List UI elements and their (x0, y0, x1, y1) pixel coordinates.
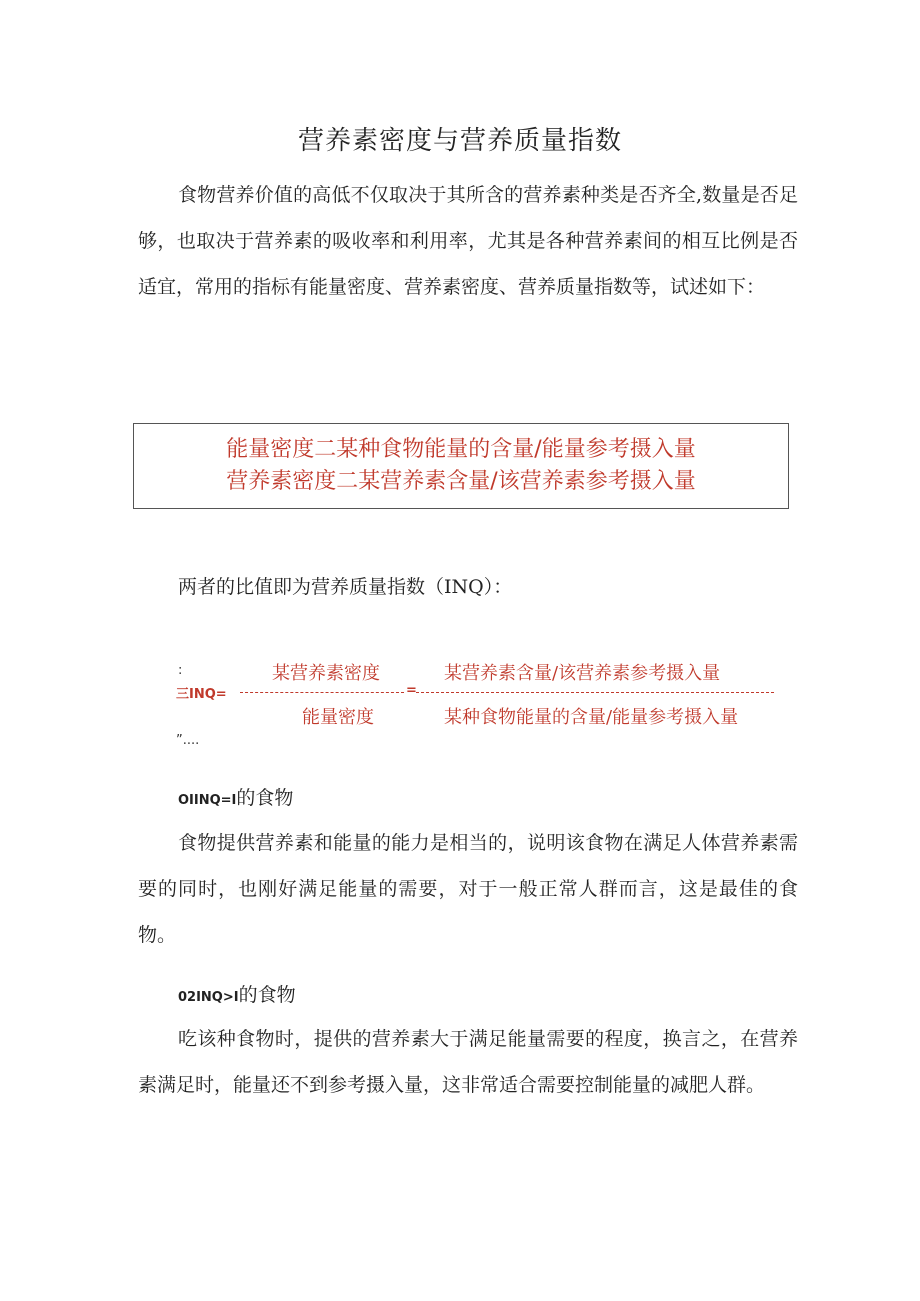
formula-top-mark: : (178, 663, 183, 678)
section-2-body: 吃该种食物时，提供的营养素大于满足能量需要的程度，换言之，在营养素满足时，能量还不到参考摄入量，这非常适合需要控制能量的减肥人群。 (138, 1028, 798, 1096)
formula-numerator-1: 某营养素密度 (272, 663, 380, 684)
formula-numerator-2: 某营养素含量/该营养素参考摄入量 (444, 663, 721, 684)
definition-box (133, 423, 789, 509)
section-1-body: 食物提供营养素和能量的能力是相当的，说明该食物在满足人体营养素需要的同时，也刚好满足能量的需要，对于一般正常人群而言，这是最佳的食物。 (138, 832, 798, 946)
nutrient-density-definition: 营养素密度二某营养素含量/该营养素参考摄入量 (226, 469, 696, 494)
formula-bottom-mark: ”.... (176, 733, 200, 748)
section-2-heading-text: 的食物 (238, 984, 296, 1006)
intro-paragraph: 食物营养价值的高低不仅取决于其所含的营养素种类是否齐全,数量是否足够，也取决于营养素的吸收率和利用率，尤其是各种营养素间的相互比例是否适宜，常用的指标有能量密度、营养素密度、营养质量指数等，试述如下： (138, 184, 798, 298)
fraction-line-2 (416, 692, 774, 693)
formula-lhs: 三INQ= (176, 687, 227, 702)
section-1-heading-text: 的食物 (236, 787, 294, 809)
section-2-heading (178, 980, 296, 1007)
section-1-heading (178, 783, 293, 810)
fraction-line-1 (240, 692, 404, 693)
energy-density-definition: 能量密度二某种食物能量的含量/能量参考摄入量 (226, 437, 696, 462)
page-title: 营养素密度与营养质量指数 (297, 126, 622, 156)
section-2-code: 02INQ>I (178, 990, 239, 1005)
inq-formula (176, 655, 796, 755)
formula-equals: = (406, 683, 417, 698)
ratio-intro: 两者的比值即为营养质量指数（INQ）： (178, 576, 513, 598)
section-1-code: OIINQ=I (178, 793, 237, 808)
formula-denominator-1: 能量密度 (302, 707, 374, 728)
formula-denominator-2: 某种食物能量的含量/能量参考摄入量 (444, 707, 739, 728)
